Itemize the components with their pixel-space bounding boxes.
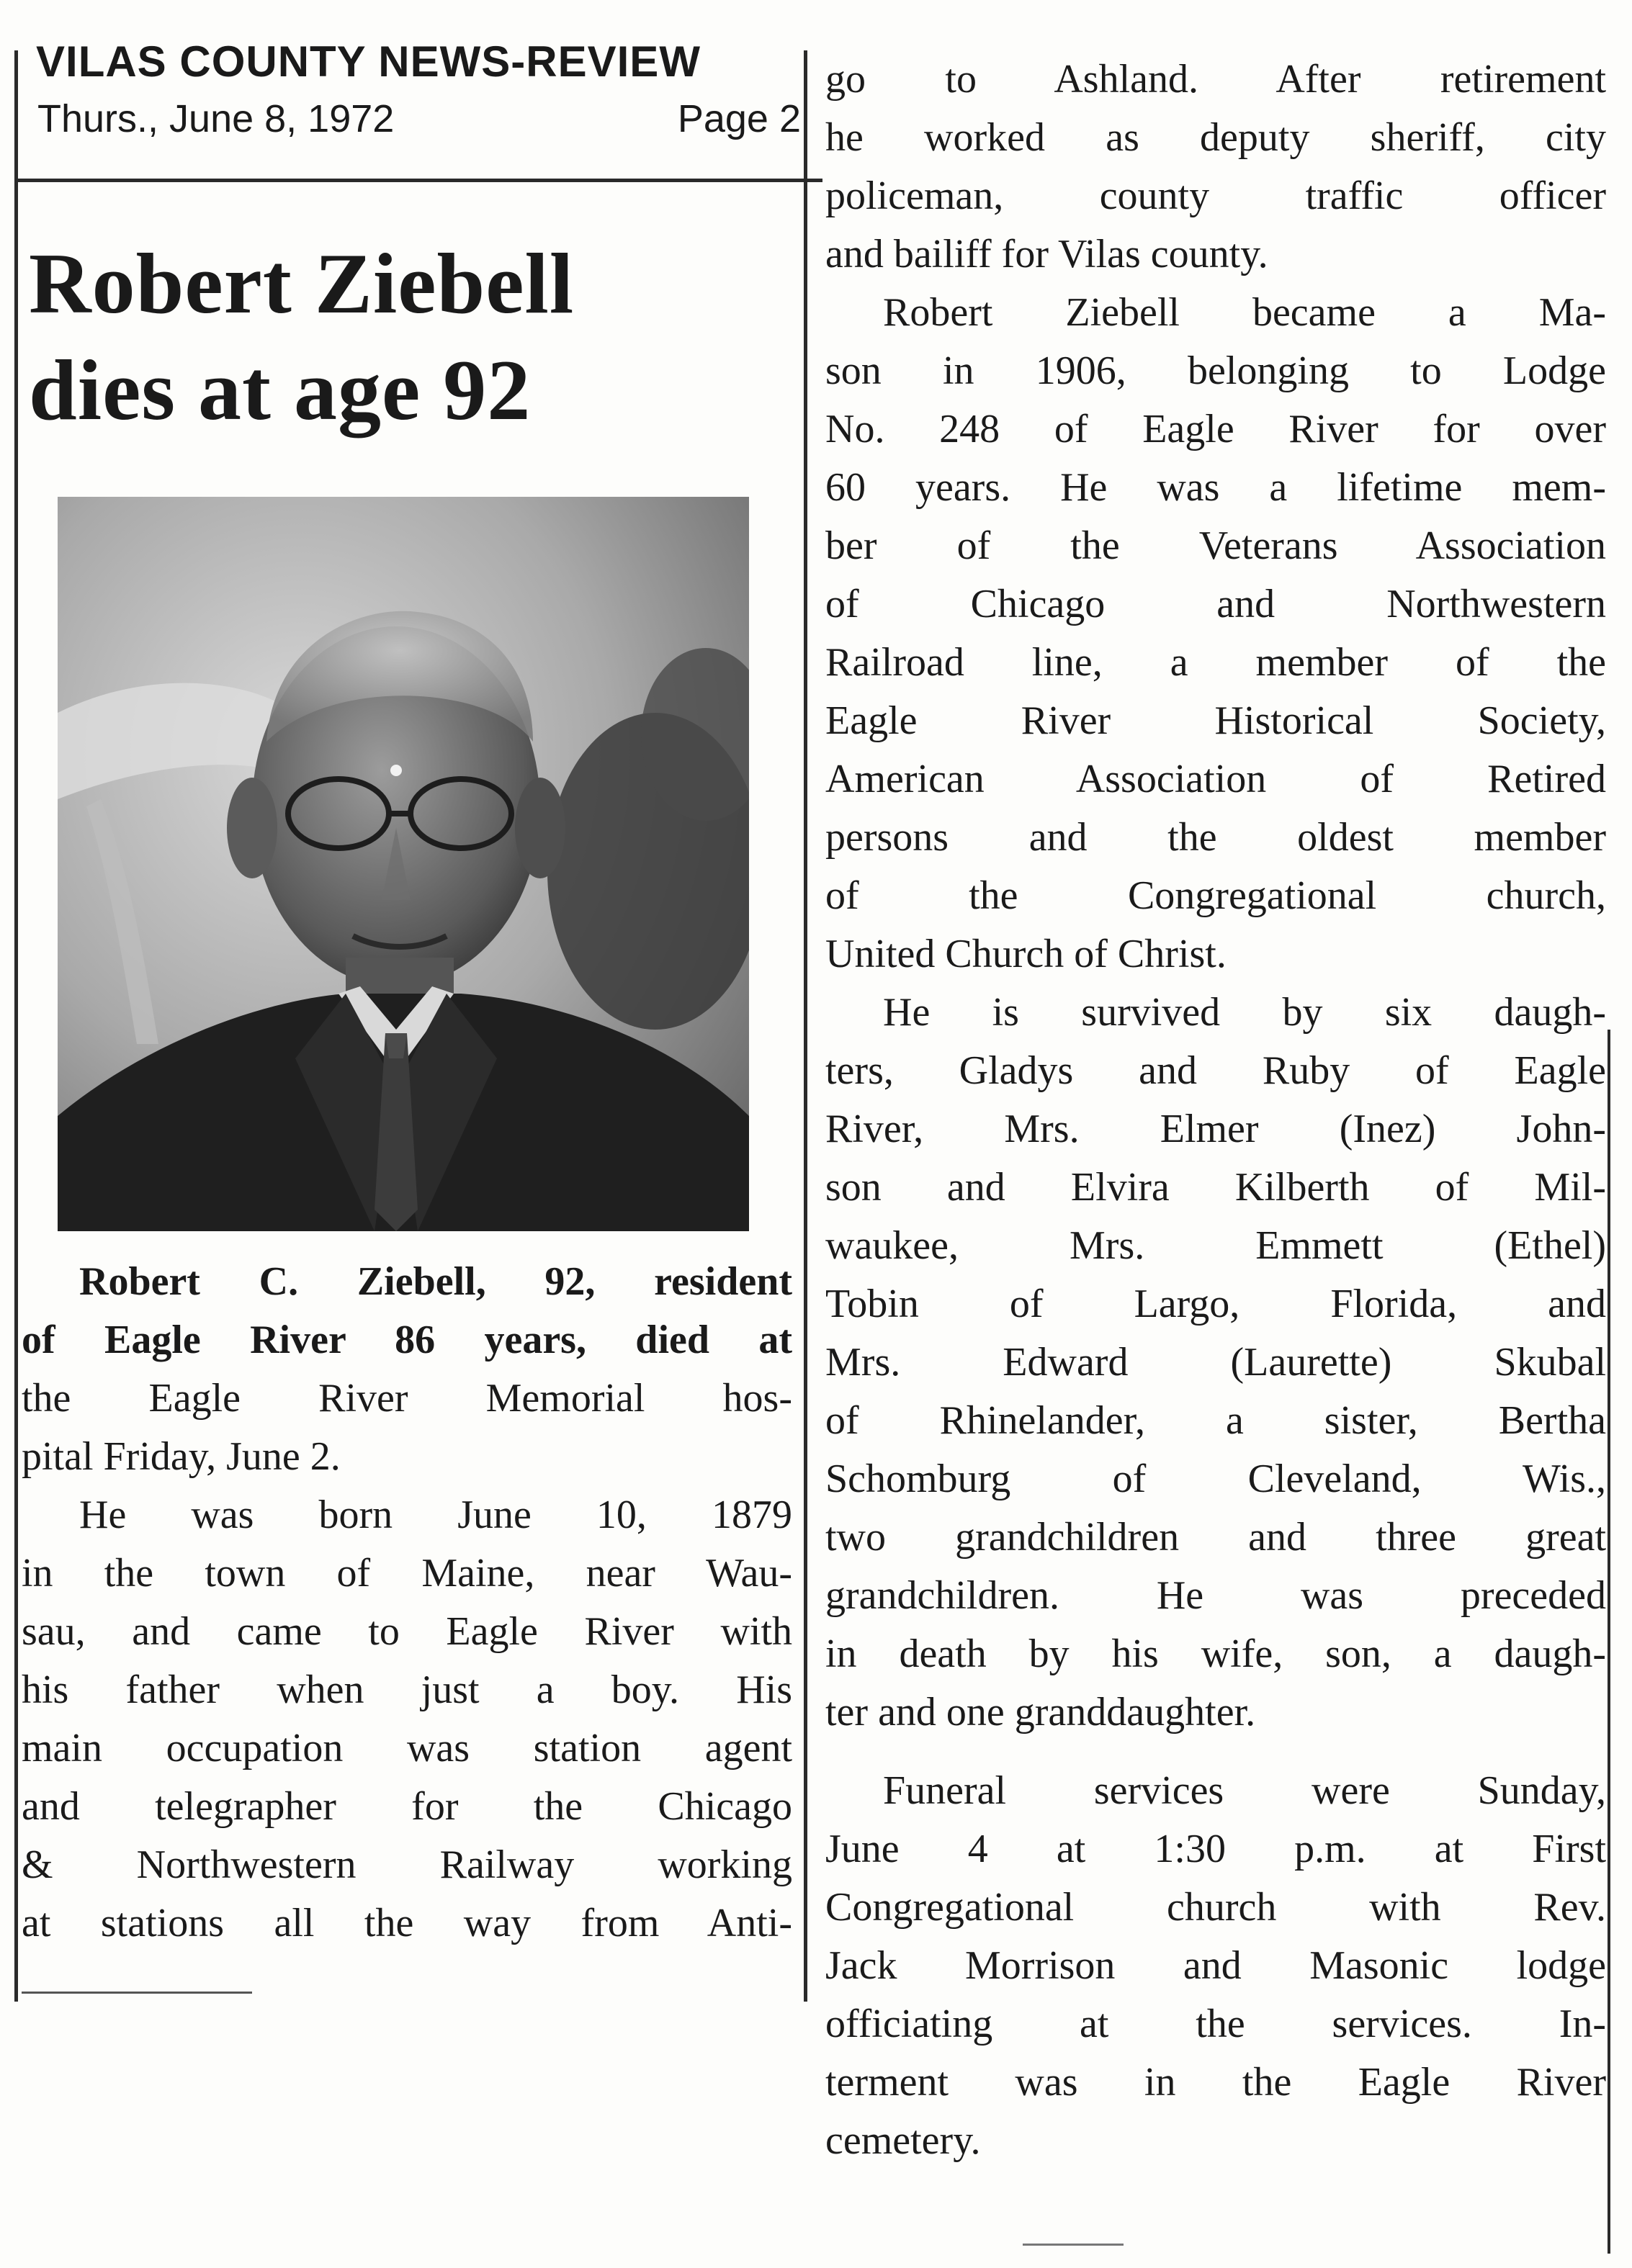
publication-name: VILAS COUNTY NEWS-REVIEW [36, 37, 701, 86]
right-line-20: son and Elvira Kilberth of Mil- [825, 1165, 1606, 1210]
right-line-5: Robert Ziebell became a Ma- [883, 290, 1606, 335]
left-line-5: He was born June 10, 1879 [79, 1493, 792, 1537]
headline-line-2: dies at age 92 [29, 342, 532, 438]
right-line-31: June 4 at 1:30 p.m. at First [825, 1827, 1606, 1871]
right-line-8: 60 years. He was a lifetime mem- [825, 465, 1606, 510]
right-line-27: grandchildren. He was preceded [825, 1573, 1606, 1618]
right-line-10: of Chicago and Northwestern [825, 582, 1606, 626]
right-line-6: son in 1906, belonging to Lodge [825, 348, 1606, 393]
masthead-underline [14, 179, 822, 182]
right-line-1: go to Ashland. After retirement [825, 57, 1606, 102]
right-line-34: officiating at the services. In- [825, 2002, 1606, 2046]
portrait-photo [58, 497, 749, 1231]
right-line-12: Eagle River Historical Society, [825, 698, 1606, 743]
left-line-11: & Northwestern Railway working [22, 1842, 792, 1887]
right-line-36: cemetery. [825, 2118, 981, 2163]
right-column-text [825, 50, 1606, 2170]
left-line-4: pital Friday, June 2. [22, 1434, 341, 1479]
issue-date: Thurs., June 8, 1972 [37, 97, 395, 140]
right-line-3: policeman, county traffic officer [825, 174, 1606, 218]
right-line-4: and bailiff for Vilas county. [825, 232, 1268, 276]
right-border-rule [1608, 1030, 1610, 2254]
column-divider-rule [804, 50, 807, 2002]
left-line-2: of Eagle River 86 years, died at [22, 1318, 792, 1362]
right-line-29: ter and one granddaughter. [825, 1690, 1256, 1734]
right-line-23: Mrs. Edward (Laurette) Skubal [825, 1340, 1606, 1385]
left-line-10: and telegrapher for the Chicago [22, 1784, 792, 1829]
left-column-end-rule [22, 1992, 252, 1994]
right-line-11: Railroad line, a member of the [825, 640, 1606, 685]
right-line-13: American Association of Retired [825, 757, 1606, 801]
left-border-rule [14, 50, 18, 2002]
right-line-26: two grandchildren and three great [825, 1515, 1606, 1560]
left-line-3: the Eagle River Memorial hos- [22, 1376, 792, 1421]
right-column-end-rule [1023, 2244, 1124, 2246]
right-line-21: waukee, Mrs. Emmett (Ethel) [825, 1223, 1606, 1268]
page-number: Page 2 [677, 97, 801, 140]
left-column-text [22, 1253, 792, 1953]
right-line-24: of Rhinelander, a sister, Bertha [825, 1398, 1606, 1443]
right-line-18: ters, Gladys and Ruby of Eagle [825, 1048, 1606, 1093]
left-line-8: his father when just a boy. His [22, 1668, 792, 1712]
right-line-35: terment was in the Eagle River [825, 2060, 1606, 2105]
left-line-9: main occupation was station agent [22, 1726, 792, 1770]
right-line-17: He is survived by six daugh- [883, 990, 1606, 1035]
left-line-1: Robert C. Ziebell, 92, resident [79, 1259, 792, 1304]
paragraph-gap [825, 1742, 1606, 1762]
right-line-33: Jack Morrison and Masonic lodge [825, 1943, 1606, 1988]
right-line-15: of the Congregational church, [825, 873, 1606, 918]
left-line-7: sau, and came to Eagle River with [22, 1609, 792, 1654]
right-line-22: Tobin of Largo, Florida, and [825, 1282, 1606, 1326]
right-line-9: ber of the Veterans Association [825, 523, 1606, 568]
right-line-16: United Church of Christ. [825, 932, 1227, 976]
headline [29, 230, 792, 444]
right-line-32: Congregational church with Rev. [825, 1885, 1606, 1930]
left-line-12: at stations all the way from Anti- [22, 1901, 792, 1945]
right-line-28: in death by his wife, son, a daugh- [825, 1632, 1606, 1676]
left-line-6: in the town of Maine, near Wau- [22, 1551, 792, 1596]
right-line-14: persons and the oldest member [825, 815, 1606, 860]
right-line-30: Funeral services were Sunday, [883, 1768, 1606, 1813]
headline-line-1: Robert Ziebell [29, 235, 575, 331]
right-line-25: Schomburg of Cleveland, Wis., [825, 1457, 1606, 1501]
right-line-2: he worked as deputy sheriff, city [825, 115, 1606, 160]
right-line-7: No. 248 of Eagle River for over [825, 407, 1606, 451]
right-line-19: River, Mrs. Elmer (Inez) John- [825, 1107, 1606, 1151]
